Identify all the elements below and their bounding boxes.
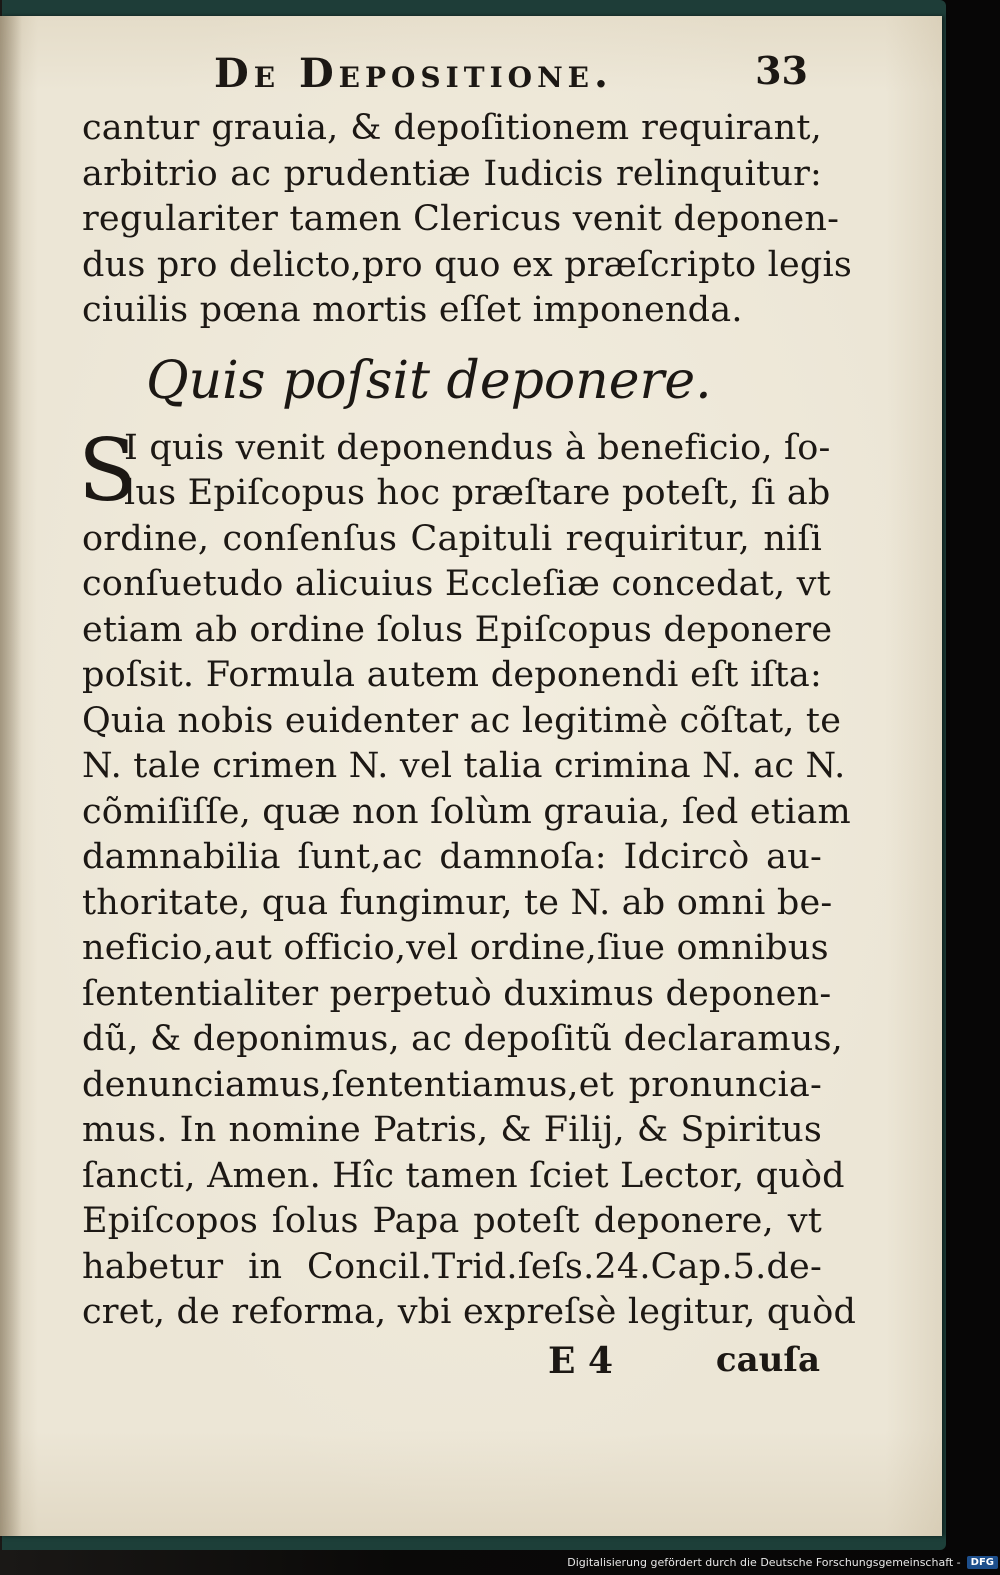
signature-mark: E 4 [548,1339,614,1382]
text-line-second [82,471,831,517]
text-line: mus. In nomine Patris, & Filij, & Spiritus [82,1110,822,1150]
text-line: habetur in Concil.Trid.ſeſs.24.Cap.5.de- [82,1246,822,1287]
text-block [78,46,857,1386]
text-line: neficio,aut officio,vel ordine,ſiue omnibus [82,928,829,968]
main-paragraph [78,420,857,1336]
text-line: dus pro delicto,pro quo ex præſcripto legis [82,244,853,285]
spine-shadow [0,16,22,1536]
page-number: 33 [755,48,808,93]
top-paragraph [82,106,853,334]
text-line: denunciamus,ſententiamus,et pronuncia- [82,1064,822,1105]
text-line: damnabilia ſunt,ac damnoſa: Idcircò au- [82,837,822,877]
text-line: cantur grauia, & depoſitionem requirant, [82,108,822,148]
catchword: cauſa [715,1339,820,1380]
text-line: conſuetudo alicuius Eccleſiæ concedat, vt [82,564,831,604]
text-line: cõmiſiſſe, quæ non ſolùm grauia, ſed etiam [82,791,851,832]
drop-cap: S [78,420,138,521]
text-line: regulariter tamen Clericus venit deponen- [82,199,840,239]
text-line: cret, de reforma, vbi expreſsè legitur, quòd [82,1292,857,1332]
text-line: arbitrio ac prudentiæ Iudicis relinquitur: [82,153,822,194]
text-line: ſancti, Amen. Hîc tamen ſciet Lector, quòd [82,1155,845,1196]
text-line: N. tale crimen N. vel talia crimina N. ac N. [82,746,846,786]
dfg-logo: DFG [967,1556,998,1569]
text-line: etiam ab ordine ſolus Epiſcopus deponere [82,609,833,650]
digitization-credit [567,1552,998,1572]
page-footer [82,1336,822,1386]
running-head-title: De Depositione. [214,50,613,97]
text-line: ſententialiter perpetuò duximus deponen- [82,973,832,1014]
text-line: dũ, & deponimus, ac depoſitũ declaramus, [82,1019,844,1059]
second-line-text: lus Epiſcopus hoc præſtare poteſt, ſi ab [124,473,831,513]
credit-text: Digitalisierung gefördert durch die Deutsche Forschungsgemeinschaft - [567,1555,961,1569]
text-line: Quia nobis euidenter ac legitimè cõſtat, te [82,700,842,741]
text-line: Epiſcopos ſolus Papa poteſt deponere, vt [82,1201,822,1241]
running-head [82,46,822,106]
text-line: poſsit. Formula autem deponendi eſt iſta: [82,655,822,695]
text-line: ciuilis pœna mortis eſſet imponenda. [82,290,743,330]
text-line: thoritate, qua fungimur, te N. ab omni be- [82,882,833,923]
first-line-text: I quis venit deponendus à beneficio, ſo- [124,427,831,468]
section-heading: Quis poſsit deponere. [146,350,712,411]
text-line: ordine, conſenſus Capituli requiritur, niſi [82,518,822,559]
book-page [0,16,942,1536]
